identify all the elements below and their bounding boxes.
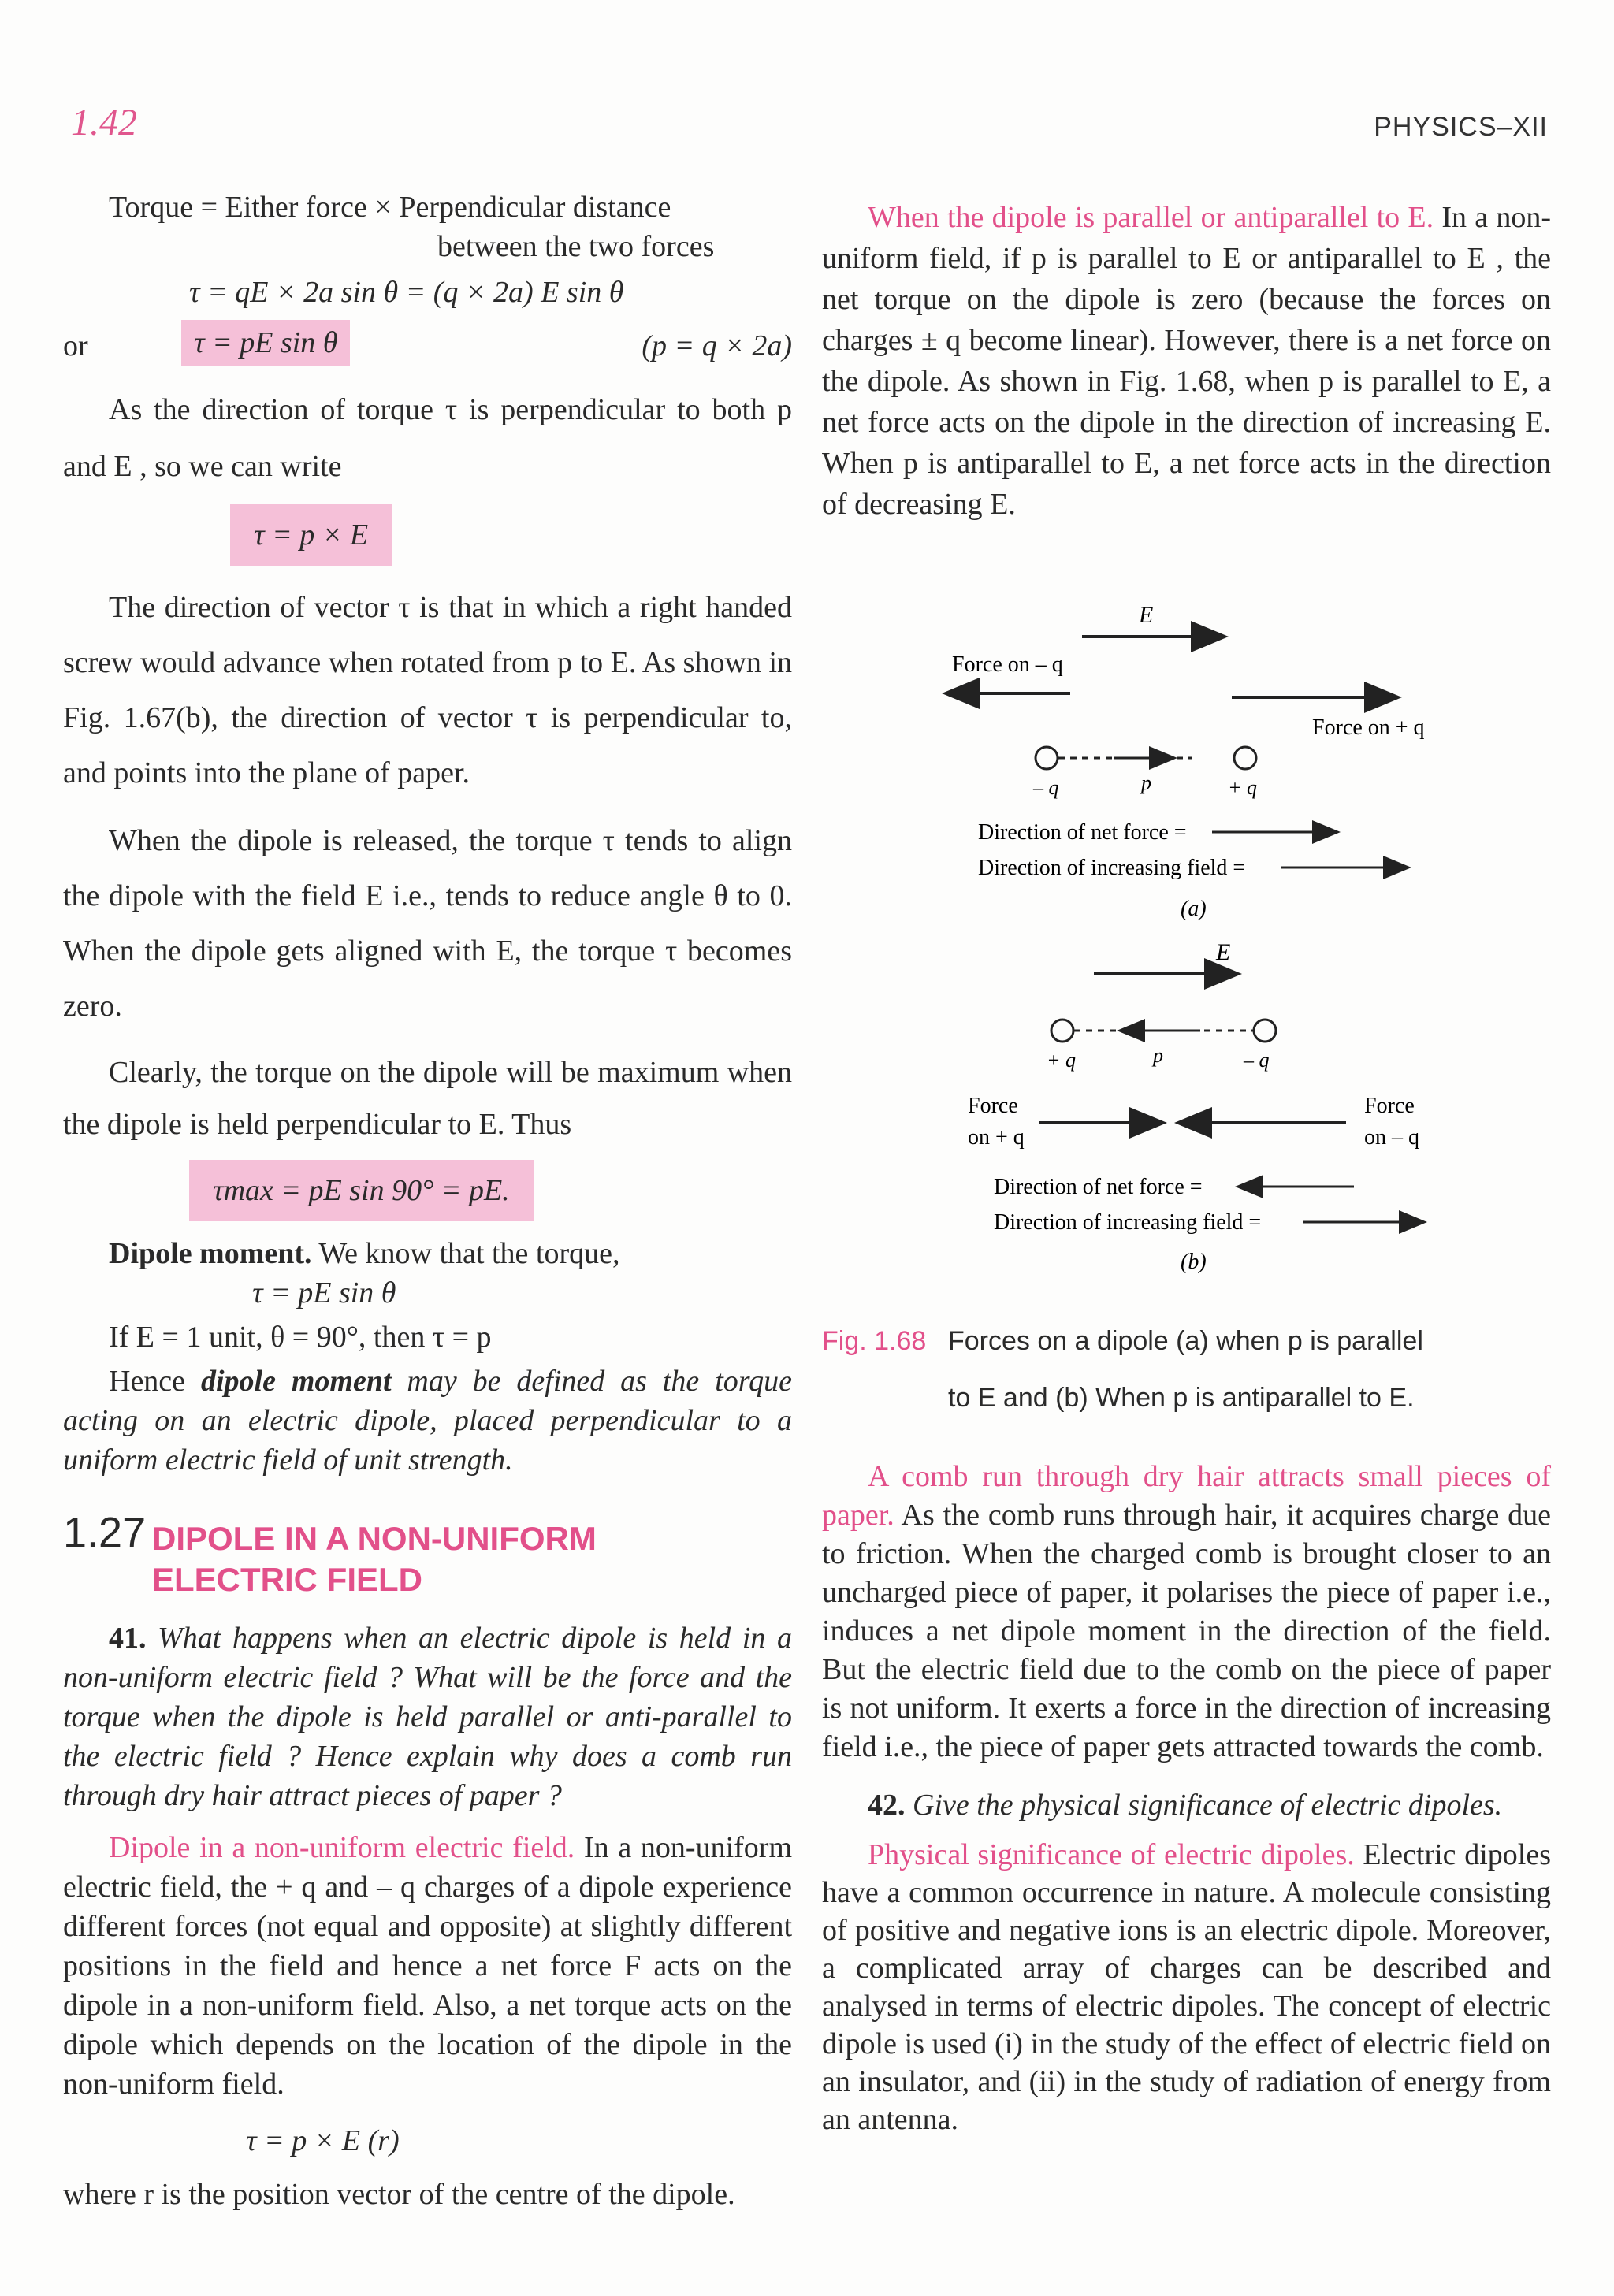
fig-b-q-right: – q xyxy=(1244,1049,1270,1072)
book-title: PHYSICS–XII xyxy=(1374,112,1548,142)
dipole-moment-head: Dipole moment. xyxy=(109,1237,312,1270)
para-release: When the dipole is released, the torque τ tends to align the dipole with the field E i.e., tends to reduce angle θ to 0. When the dipole gets aligned with E, the torque τ becomes zero. xyxy=(63,824,792,1023)
figure-1-68 xyxy=(822,583,1551,1292)
fig-a-E-label: E xyxy=(1139,602,1154,628)
parallel-head: When the dipole is parallel or antiparallel to E. xyxy=(868,201,1434,234)
fig-b-force-minus-1: Force xyxy=(1364,1094,1415,1118)
cross-eq-box xyxy=(63,504,792,566)
section-heading xyxy=(63,1509,792,1603)
ans42-text: Electric dipoles have a common occurrence in nature. A molecule consisting of positive and negative ions is an electric dipole. Moreover, a complicated array of charges can be described and analysed in terms of electric dipoles. The concept of electric dipole is used (i) in the study of the effect of electric field on an insulator, and (ii) in the study of radiation of energy from an antenna. xyxy=(822,1838,1551,2136)
fig-b-incr: Direction of increasing field = xyxy=(994,1210,1262,1235)
torque-eq3: τ = pE sin θ xyxy=(181,320,350,366)
section-number: 1.27 xyxy=(63,1509,147,1556)
para-direction: As the direction of torque τ is perpendicular to both p and E , so we can write xyxy=(63,393,792,483)
torque-eq1b: between the two forces xyxy=(437,230,715,263)
dipole-moment-text: We know that the torque, xyxy=(318,1237,620,1270)
or-label: or xyxy=(63,329,88,362)
fig-b-label: (b) xyxy=(1181,1250,1207,1274)
fig-b-net: Direction of net force = xyxy=(994,1175,1203,1199)
fig-a-plus-charge xyxy=(1234,747,1256,769)
comb-head: A comb run through dry hair attracts small pieces of paper. xyxy=(822,1460,1551,1532)
fig-caption-number: Fig. 1.68 xyxy=(822,1326,927,1356)
cross-eq: τ = p × E xyxy=(230,504,392,566)
hence-a: Hence xyxy=(109,1365,186,1398)
torque-eq2: τ = qE × 2a sin θ = (q × 2a) E sin θ xyxy=(189,276,624,309)
tau-max-eq: τmax = pE sin 90° = pE. xyxy=(189,1160,534,1221)
fig-a-minus-charge xyxy=(1036,747,1058,769)
right-column-lower xyxy=(822,1458,1551,2138)
where-text: where r is the position vector of the centre of the dipole. xyxy=(63,2178,735,2211)
comb-text: As the comb runs through hair, it acquires charge due to friction. When the charged comb is brought closer to an uncharged piece of paper, it polarises the piece of paper i.e., induces a net dipole moment in the direction of the field. But the electric field due to the comb on the piece of paper is not uniform. It exerts a force in the direction of increasing field i.e., the piece of paper gets attracted towards the comb. xyxy=(822,1499,1552,1763)
fig-a-q-right: + q xyxy=(1228,776,1258,799)
ans41-text: In a non-uniform electric field, the + q and – q charges of a dipole experience different forces (not equal and opposite) at slightly different positions in the field and hence a net force F acts on the dipole in a non-uniform field. Also, a net torque acts on the dipole which depends on the location of the dipole in the non-uniform field. xyxy=(63,1831,792,2101)
answer-42 xyxy=(822,1836,1551,2138)
hence-b: dipole moment xyxy=(200,1365,392,1398)
fig-b-q-left: + q xyxy=(1047,1049,1077,1072)
fig-a-incr: Direction of increasing field = xyxy=(978,856,1246,880)
para-comb xyxy=(822,1458,1551,1767)
para-max: Clearly, the torque on the dipole will be maximum when the dipole is held perpendicular to E. Thus xyxy=(63,1056,792,1141)
fig-a-net: Direction of net force = xyxy=(978,820,1187,845)
hence-c: may be defined as the torque acting on an electric dipole, placed perpendicular to a uniform electric field of unit strength. xyxy=(63,1365,792,1477)
torque-eq3-note: (p = q × 2a) xyxy=(642,329,792,362)
parallel-text: In a non-uniform field, if p is parallel to E or antiparallel to E , the net torque on the dipole is zero (because the forces on charges ± q become linear). However, there is a net force on the dipole. As shown in Fig. 1.68, when p is parallel to E, a net force acts on the dipole in the direction of increasing E. When p is antiparallel to E, a net force acts in the direction of decreasing E. xyxy=(822,201,1551,521)
right-column xyxy=(822,197,1551,525)
eq-position: τ = p × E (r) xyxy=(246,2124,400,2157)
fig-b-E-label: E xyxy=(1216,939,1231,965)
fig-b-plus-charge xyxy=(1051,1020,1073,1042)
q42-text: Give the physical significance of electric dipoles. xyxy=(913,1789,1503,1822)
question-42 xyxy=(822,1785,1551,1825)
fig-b-p: p xyxy=(1153,1044,1163,1067)
section-title-1: DIPOLE IN A NON-UNIFORM xyxy=(152,1520,597,1557)
ans42-head: Physical significance of electric dipoles. xyxy=(868,1838,1355,1871)
question-41 xyxy=(63,1618,792,1815)
tau-max-box xyxy=(63,1160,792,1221)
fig-caption-line2: to E and (b) When p is antiparallel to E. xyxy=(948,1383,1415,1413)
fig-a-q-left: – q xyxy=(1033,776,1059,799)
q41-text: What happens when an electric dipole is held in a non-uniform electric field ? What will be the force and the torque when the dipole is held parallel or anti-parallel to the electric field ? Hence explain why does a comb run through dry hair attract pieces of paper ? xyxy=(63,1622,793,1812)
ans41-head: Dipole in a non-uniform electric field. xyxy=(109,1831,575,1864)
fig-b-force-minus-2: on – q xyxy=(1364,1125,1419,1150)
fig-caption-line1: Forces on a dipole (a) when p is parallel xyxy=(948,1326,1423,1356)
answer-41 xyxy=(63,1828,792,2104)
dipole-moment-para xyxy=(63,1234,792,1273)
eq-unit: If E = 1 unit, θ = 90°, then τ = p xyxy=(109,1321,492,1354)
eq-tau: τ = pE sin θ xyxy=(252,1276,396,1310)
q42-number: 42. xyxy=(868,1789,906,1822)
fig-a-label: (a) xyxy=(1181,897,1207,921)
page-number: 1.42 xyxy=(71,102,137,143)
fig-b-minus-charge xyxy=(1254,1020,1276,1042)
torque-eq3-row xyxy=(63,320,792,370)
fig-a-force-plus: Force on + q xyxy=(1312,715,1425,740)
section-title-2: ELECTRIC FIELD xyxy=(152,1561,422,1598)
para-vector: The direction of vector τ is that in which a right handed screw would advance when rotated from p to E. As shown in Fig. 1.67(b), the direction of vector τ is perpendicular to, and points into the plane of paper. xyxy=(63,591,792,789)
torque-eq1a: Torque = Either force × Perpendicular distance xyxy=(109,191,671,224)
para-parallel xyxy=(822,197,1551,525)
figure-caption xyxy=(822,1324,1551,1415)
left-column xyxy=(63,188,792,2214)
fig-a-force-minus: Force on – q xyxy=(952,652,1063,677)
fig-b-force-plus-2: on + q xyxy=(968,1125,1025,1150)
fig-a-p: p xyxy=(1141,771,1151,794)
fig-b-force-plus-1: Force xyxy=(968,1094,1018,1118)
q41-number: 41. xyxy=(109,1622,147,1655)
para-hence xyxy=(63,1362,792,1480)
